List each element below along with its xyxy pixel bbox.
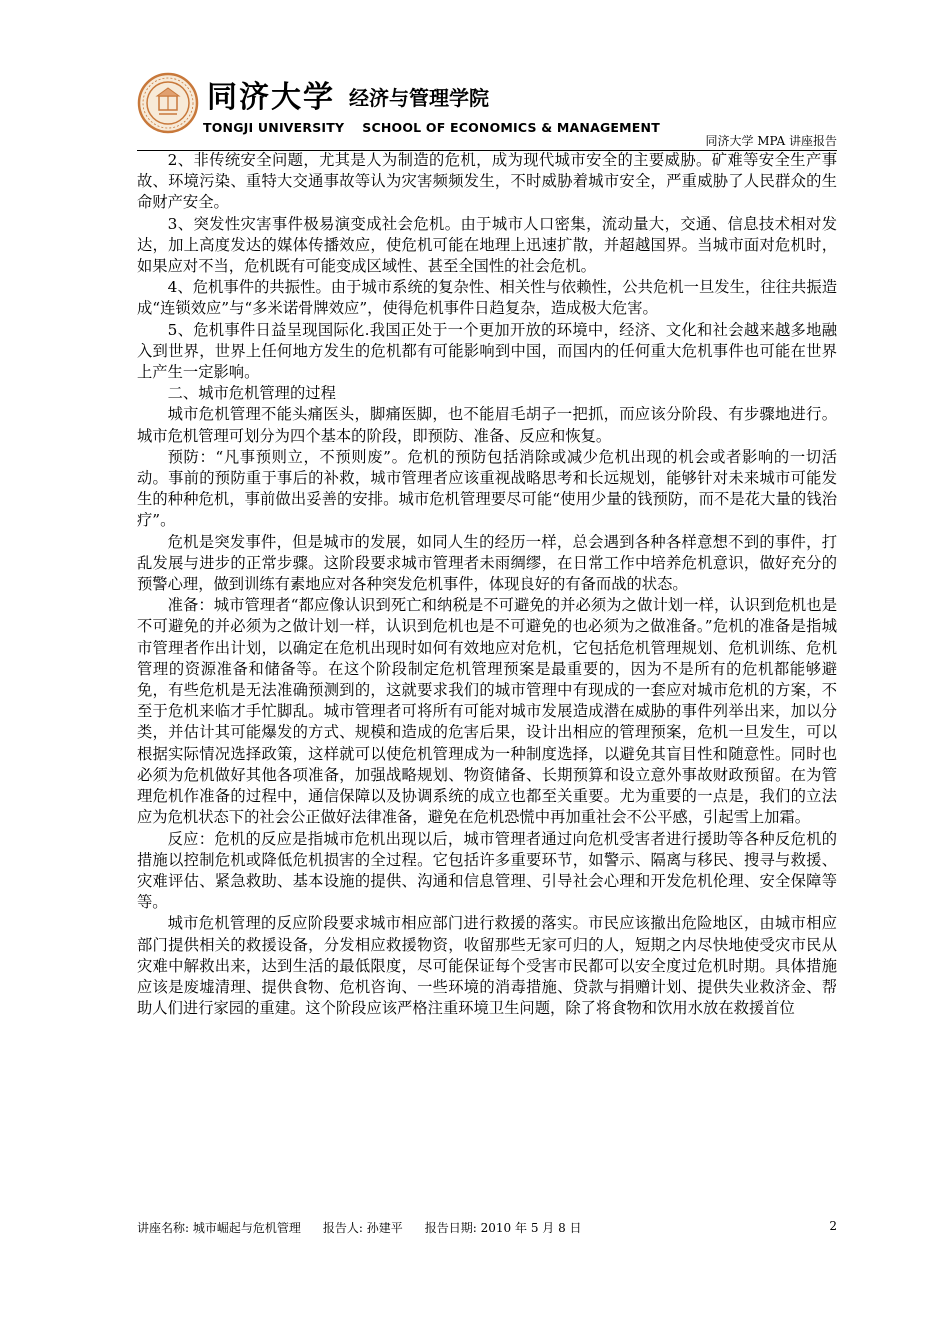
document-body <box>137 150 837 1019</box>
paragraph: 城市危机管理不能头痛医头，脚痛医脚，也不能眉毛胡子一把抓，而应该分阶段、有步骤地进行。城市危机管理可划分为四个基本的阶段，即预防、准备、反应和恢复。 <box>137 405 837 445</box>
paragraph: 5、危机事件日益呈现国际化.我国正处于一个更加开放的环境中，经济、文化和社会越来越多地融入到世界，世界上任何地方发生的危机都有可能影响到中国，而国内的任何重大危机事件也可能在世界上产生一定影响。 <box>137 320 837 382</box>
paragraph: 2、非传统安全问题，尤其是人为制造的危机，成为现代城市安全的主要威胁。矿难等安全生产事故、环境污染、重特大交通事故等认为灾害频频发生，不时威胁着城市安全，严重威胁了人民群众的生命财产安全。 <box>137 151 837 212</box>
section-heading: 二、城市危机管理的过程 <box>167 384 336 403</box>
paragraph: 准备：城市管理者“都应像认识到死亡和纳税是不可避免的并必须为之做计划一样，认识到危机也是不可避免的并必须为之做计划一样，认识到危机也是不可避免的也必须为之做准备。”危机的准备是指城市管理者作出计划，以确定在危机出现时如何有效地应对危机，它包括危机管理规划、危机训练、危机管理的资源准备和储备等。在这个阶段制定危机管理预案是最重要的，因为不是所有的危机都能够避免，有些危机是无法准确预测到的，这就要求我们的城市管理中有现成的一套应对城市危机的方案，不至于危机来临才手忙脚乱。城市管理者可将所有可能对城市发展造成潜在威胁的事件列举出来，加以分类，并估计其可能爆发的方式、规模和造成的危害后果，设计出相应的管理预案，危机一旦发生，可以根据实际情况选择政策，这样就可以使危机管理成为一种制度选择，以避免其盲目性和随意性。同时也必须为危机做好其他各项准备，加强战略规划、物资储备、长期预算和设立意外事故财政预留。在为管理危机作准备的过程中，通信保障以及协调系统的成立也都至关重要。尤为重要的一点是，我们的立法应为危机状态下的社会公正做好法律准备，避免在危机恐慌中再加重社会不公平感，引起雪上加霜。 <box>137 596 837 827</box>
lecture-info <box>137 1221 301 1235</box>
speaker-name: 孙建平 <box>366 1221 403 1235</box>
report-date: 2010 年 5 月 8 日 <box>480 1221 582 1235</box>
report-series-tag: 同济大学 MPA 讲座报告 <box>705 134 837 148</box>
speaker-label: 报告人: <box>322 1221 363 1235</box>
date-label: 报告日期: <box>424 1221 477 1235</box>
paragraph: 城市危机管理的反应阶段要求城市相应部门进行救援的落实。市民应该撤出危险地区，由城市相应部门提供相关的救援设备，分发相应救援物资，收留那些无家可归的人，短期之内尽快地使受灾市民从灾难中解救出来，达到生活的最低限度，尽可能保证每个受害市民都可以安全度过危机时期。具体措施应该是废墟清理、提供食物、危机咨询、一些环境的消毒措施、贷款与捐赠计划、提供失业救济金、帮助人们进行家园的重建。这个阶段应该严格注重环境卫生问题，除了将食物和饮用水放在救援首位 <box>137 914 837 1018</box>
school-name-en <box>203 120 660 135</box>
faculty-name-cn: 经济与管理学院 <box>349 86 489 110</box>
paragraph: 4、危机事件的共振性。由于城市系统的复杂性、相关性与依赖性，公共危机一旦发生，往往共振造成“连锁效应”与“多米诺骨牌效应”，使得危机事件日趋复杂，造成极大危害。 <box>137 278 837 318</box>
page-header <box>137 68 837 150</box>
tongji-seal-logo <box>137 72 199 134</box>
paragraph: 3、突发性灾害事件极易演变成社会危机。由于城市人口密集，流动量大，交通、信息技术相对发达，加上高度发达的媒体传播效应，使危机可能在地理上迅速扩散，并超越国界。当城市面对危机时，如果应对不当，危机既有可能变成区域性、甚至全国性的社会危机。 <box>137 214 837 276</box>
paragraph: 危机是突发事件，但是城市的发展，如同人生的经历一样，总会遇到各种各样意想不到的事件，打乱发展与进步的正常步骤。这阶段要求城市管理者未雨绸缪，在日常工作中培养危机意识，做好充分的预警心理，做到训练有素地应对各种突发危机事件，体现良好的有备而战的状态。 <box>137 532 837 594</box>
lecture-label: 讲座名称: <box>137 1221 190 1235</box>
page-footer <box>137 1219 837 1236</box>
school-name-cn <box>207 80 489 116</box>
faculty-name-en: SCHOOL OF ECONOMICS & MANAGEMENT <box>362 120 660 135</box>
speaker-info <box>323 1221 403 1235</box>
university-name-cn: 同济大学 <box>207 80 335 115</box>
page-number: 2 <box>829 1219 837 1233</box>
paragraph: 反应：危机的反应是指城市危机出现以后，城市管理者通过向危机受害者进行援助等各种反危机的措施以控制危机或降低危机损害的全过程。它包括许多重要环节，如警示、隔离与移民、搜寻与救援、灾难评估、紧急救助、基本设施的提供、沟通和信息管理、引导社会心理和开发危机伦理、安全保障等等。 <box>137 829 837 912</box>
paragraph: 预防：“凡事预则立，不预则废”。危机的预防包括消除或减少危机出现的机会或者影响的一切活动。事前的预防重于事后的补救，城市管理者应该重视战略思考和长远规划，能够针对未来城市可能发生的种种危机，事前做出妥善的安排。城市危机管理要尽可能“使用少量的钱预防，而不是花大量的钱治疗”。 <box>137 447 837 530</box>
lecture-title: 城市崛起与危机管理 <box>192 1221 301 1235</box>
university-name-en: TONGJI UNIVERSITY <box>203 120 345 135</box>
date-info <box>425 1221 582 1235</box>
